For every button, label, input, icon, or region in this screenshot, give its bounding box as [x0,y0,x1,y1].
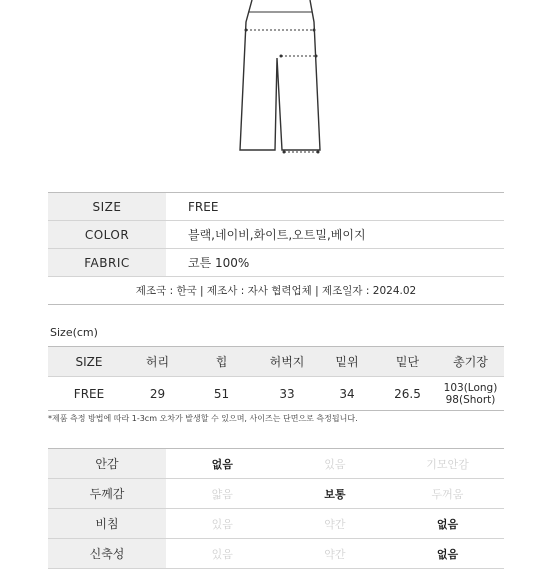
header-cell: 밑단 [395,355,420,369]
spec-value: FREE [188,199,219,214]
spec-value: 블랙,네이비,화이트,오트밀,베이지 [188,228,366,242]
spec-label: FABRIC [48,249,166,276]
thigh-cell: 33 [279,386,295,401]
fit-option: 있음 [324,457,346,471]
header-cell: 밑위 [335,355,359,369]
length-short: 98(Short) [445,393,496,406]
fit-option: 약간 [324,547,346,561]
size-table-header [48,346,504,377]
header-cell: 총기장 [453,355,488,369]
hip-cell: 51 [213,386,230,401]
spec-row-size [48,192,504,221]
hem-cell: 26.5 [394,386,421,401]
fit-table [48,448,504,569]
fit-option: 기모안감 [426,457,469,471]
fit-option: 약간 [324,517,346,531]
fit-row-sheerness [48,509,504,539]
header-cell: 허벅지 [269,355,305,369]
header-cell: 힙 [215,355,228,369]
pants-illustration [0,0,554,170]
spec-row-color [48,221,504,249]
spec-label: COLOR [48,221,166,248]
pants-outline [240,0,320,150]
fit-option: 보통 [324,487,346,501]
fit-row-thickness [48,479,504,509]
header-cell: 허리 [145,355,170,369]
fit-row-stretch [48,539,504,569]
size-table [48,346,504,411]
fit-row-lining [48,448,504,479]
fit-option: 있음 [211,547,233,561]
length-long: 103(Long) [443,381,498,394]
spec-row-fabric [48,249,504,277]
waist-cell: 29 [149,386,166,401]
fit-label: 비침 [48,509,166,538]
fit-option: 없음 [436,547,459,561]
fit-label: 안감 [48,449,166,478]
length-cell [437,377,504,410]
fit-option: 없음 [436,517,459,531]
fit-option: 얇음 [211,487,233,501]
measurement-note: *제품 측정 방법에 따라 1-3cm 오차가 발생할 수 있으며, 사이즈는 단면으로 측정됩니다. [48,414,358,423]
fit-option: 없음 [211,457,233,471]
spec-label: SIZE [48,193,166,220]
fit-label: 두께감 [48,479,166,508]
table-row [48,377,504,411]
fit-label: 신축성 [48,539,166,568]
spec-table [48,192,504,305]
fit-option: 두꺼움 [431,487,464,501]
fit-option: 있음 [211,517,233,531]
size-caption: Size(cm) [50,326,98,339]
rise-cell: 34 [339,386,355,401]
size-cell: FREE [73,386,105,401]
manufacture-info: 제조국 : 한국 | 제조사 : 자사 협력업체 | 제조일자 : 2024.02 [48,277,504,305]
header-cell: SIZE [75,354,103,369]
spec-value: 코튼 100% [188,256,250,270]
